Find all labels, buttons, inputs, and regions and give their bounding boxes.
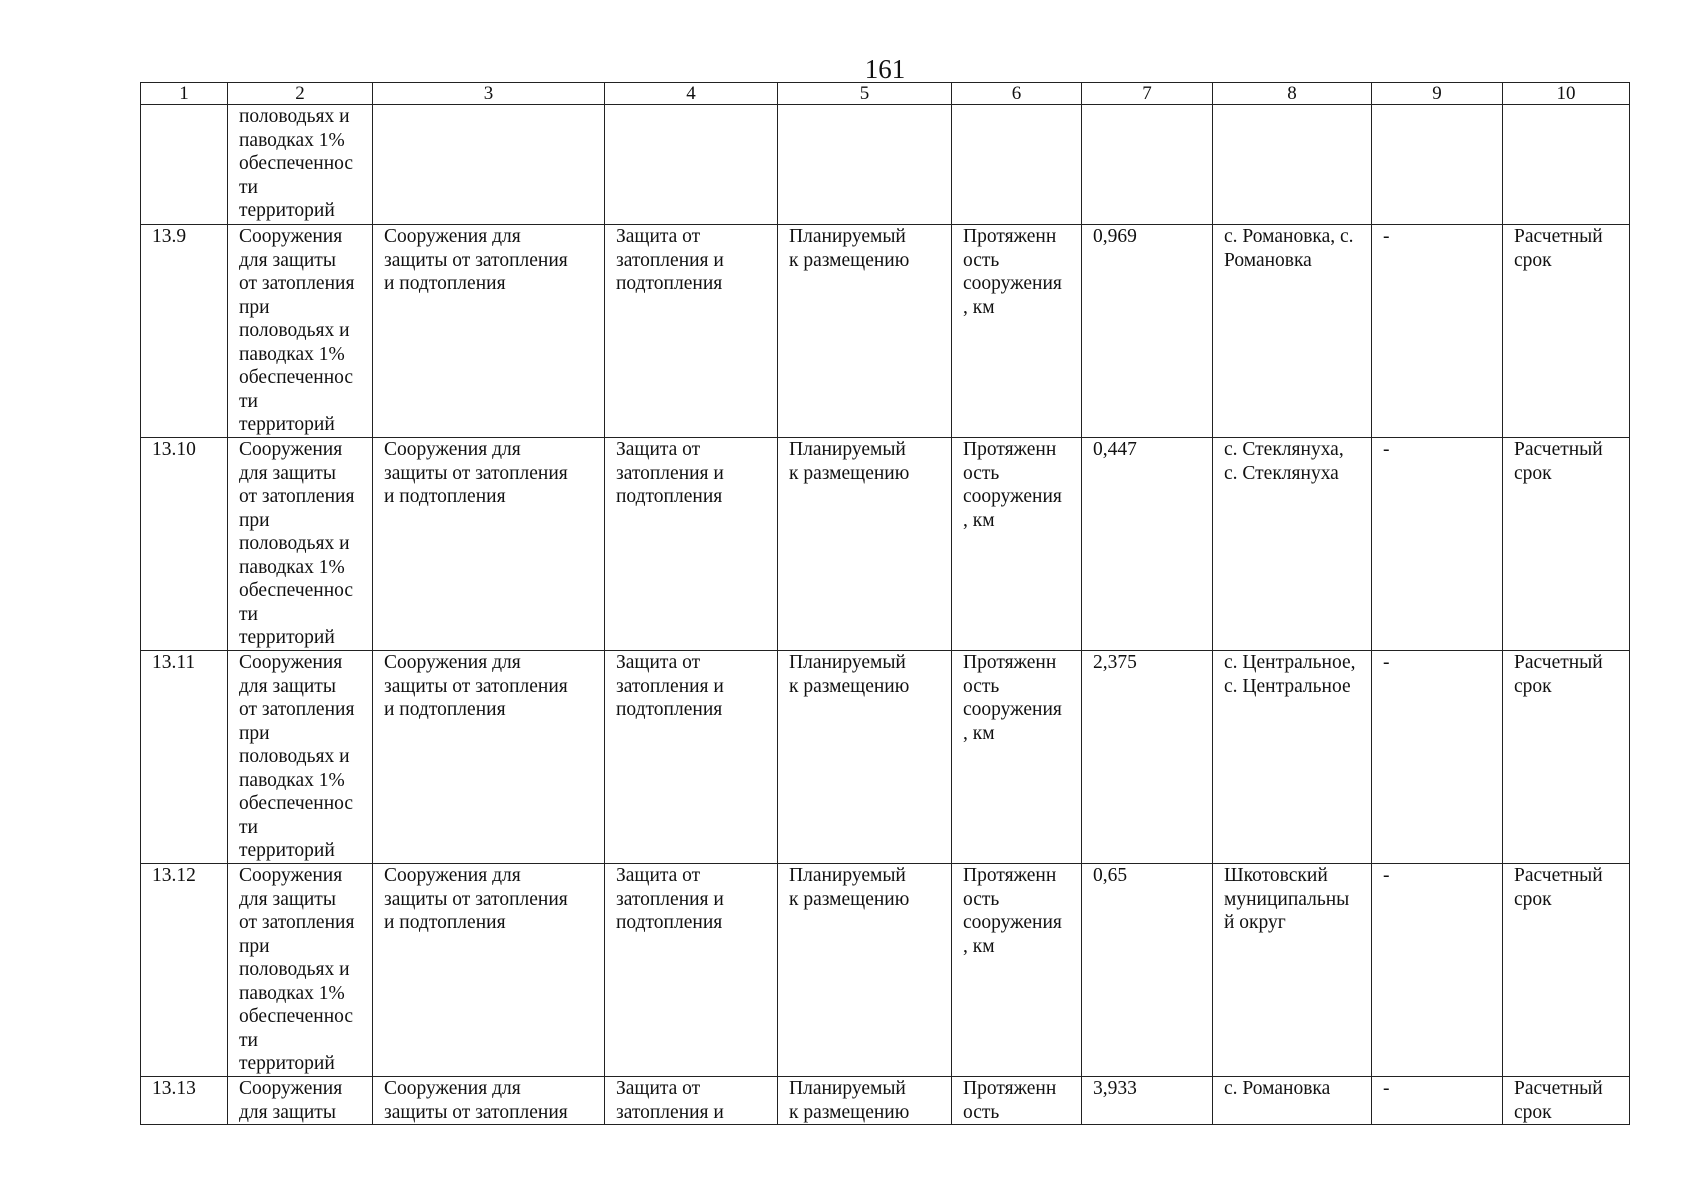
cell-location: с. Романовка, с. Романовка — [1213, 225, 1372, 438]
table-row — [141, 1077, 1630, 1125]
cell-term: Расчетный срок — [1503, 225, 1630, 438]
cell-zone: - — [1372, 1077, 1503, 1125]
cell-value — [1082, 105, 1213, 225]
cell-object-type: Сооружения для защиты от затопления и подтопления — [373, 864, 605, 1077]
column-number: 10 — [1503, 83, 1630, 105]
cell-number: 13.13 — [141, 1077, 228, 1125]
cell-value: 2,375 — [1082, 651, 1213, 864]
column-number: 3 — [373, 83, 605, 105]
cell-object-name: Сооружения для защиты — [228, 1077, 373, 1125]
cell-object-name: Сооружения для защиты от затопления при половодьях и паводках 1% обеспеченнос ти территорий — [228, 225, 373, 438]
document-table — [140, 82, 1630, 1125]
column-number: 7 — [1082, 83, 1213, 105]
cell-purpose: Защита от затопления и подтопления — [605, 438, 778, 651]
cell-location: с. Центральное, с. Центральное — [1213, 651, 1372, 864]
cell-term: Расчетный срок — [1503, 651, 1630, 864]
cell-purpose: Защита от затопления и подтопления — [605, 225, 778, 438]
table-row — [141, 105, 1630, 225]
cell-status: Планируемый к размещению — [778, 651, 952, 864]
cell-purpose: Защита от затопления и — [605, 1077, 778, 1125]
cell-purpose: Защита от затопления и подтопления — [605, 651, 778, 864]
cell-location: с. Стеклянуха, с. Стеклянуха — [1213, 438, 1372, 651]
table-row — [141, 438, 1630, 651]
cell-value: 0,65 — [1082, 864, 1213, 1077]
page-number: 161 — [864, 54, 906, 84]
cell-location — [1213, 105, 1372, 225]
cell-number: 13.11 — [141, 651, 228, 864]
cell-term — [1503, 105, 1630, 225]
table-row — [141, 225, 1630, 438]
cell-status: Планируемый к размещению — [778, 1077, 952, 1125]
cell-object-type: Сооружения для защиты от затопления и подтопления — [373, 225, 605, 438]
cell-object-name: Сооружения для защиты от затопления при половодьях и паводках 1% обеспеченнос ти территорий — [228, 864, 373, 1077]
cell-value: 3,933 — [1082, 1077, 1213, 1125]
cell-term: Расчетный срок — [1503, 438, 1630, 651]
cell-value: 0,447 — [1082, 438, 1213, 651]
cell-characteristic: Протяженн ость сооружения , км — [952, 651, 1082, 864]
cell-number — [141, 105, 228, 225]
cell-characteristic: Протяженн ость сооружения , км — [952, 864, 1082, 1077]
column-number: 2 — [228, 83, 373, 105]
table-row — [141, 864, 1630, 1077]
cell-purpose: Защита от затопления и подтопления — [605, 864, 778, 1077]
cell-object-name: половодьях и паводках 1% обеспеченнос ти территорий — [228, 105, 373, 225]
cell-object-name: Сооружения для защиты от затопления при половодьях и паводках 1% обеспеченнос ти территорий — [228, 651, 373, 864]
cell-zone: - — [1372, 864, 1503, 1077]
column-number: 1 — [141, 83, 228, 105]
column-number: 5 — [778, 83, 952, 105]
cell-object-type: Сооружения для защиты от затопления и подтопления — [373, 438, 605, 651]
cell-object-type: Сооружения для защиты от затопления и подтопления — [373, 651, 605, 864]
cell-status: Планируемый к размещению — [778, 438, 952, 651]
cell-term: Расчетный срок — [1503, 864, 1630, 1077]
cell-number: 13.10 — [141, 438, 228, 651]
cell-status: Планируемый к размещению — [778, 864, 952, 1077]
cell-characteristic: Протяженн ость — [952, 1077, 1082, 1125]
cell-term: Расчетный срок — [1503, 1077, 1630, 1125]
cell-object-type: Сооружения для защиты от затопления — [373, 1077, 605, 1125]
cell-zone — [1372, 105, 1503, 225]
column-number: 8 — [1213, 83, 1372, 105]
table-row — [141, 651, 1630, 864]
cell-characteristic: Протяженн ость сооружения , км — [952, 438, 1082, 651]
cell-object-name: Сооружения для защиты от затопления при половодьях и паводках 1% обеспеченнос ти территорий — [228, 438, 373, 651]
cell-status: Планируемый к размещению — [778, 225, 952, 438]
cell-status — [778, 105, 952, 225]
cell-characteristic — [952, 105, 1082, 225]
cell-zone: - — [1372, 438, 1503, 651]
column-number: 4 — [605, 83, 778, 105]
cell-location: Шкотовский муниципальны й округ — [1213, 864, 1372, 1077]
cell-number: 13.9 — [141, 225, 228, 438]
cell-location: с. Романовка — [1213, 1077, 1372, 1125]
cell-zone: - — [1372, 651, 1503, 864]
cell-zone: - — [1372, 225, 1503, 438]
cell-characteristic: Протяженн ость сооружения , км — [952, 225, 1082, 438]
column-number: 9 — [1372, 83, 1503, 105]
cell-value: 0,969 — [1082, 225, 1213, 438]
cell-purpose — [605, 105, 778, 225]
column-number-row — [141, 83, 1630, 105]
cell-number: 13.12 — [141, 864, 228, 1077]
cell-object-type — [373, 105, 605, 225]
column-number: 6 — [952, 83, 1082, 105]
